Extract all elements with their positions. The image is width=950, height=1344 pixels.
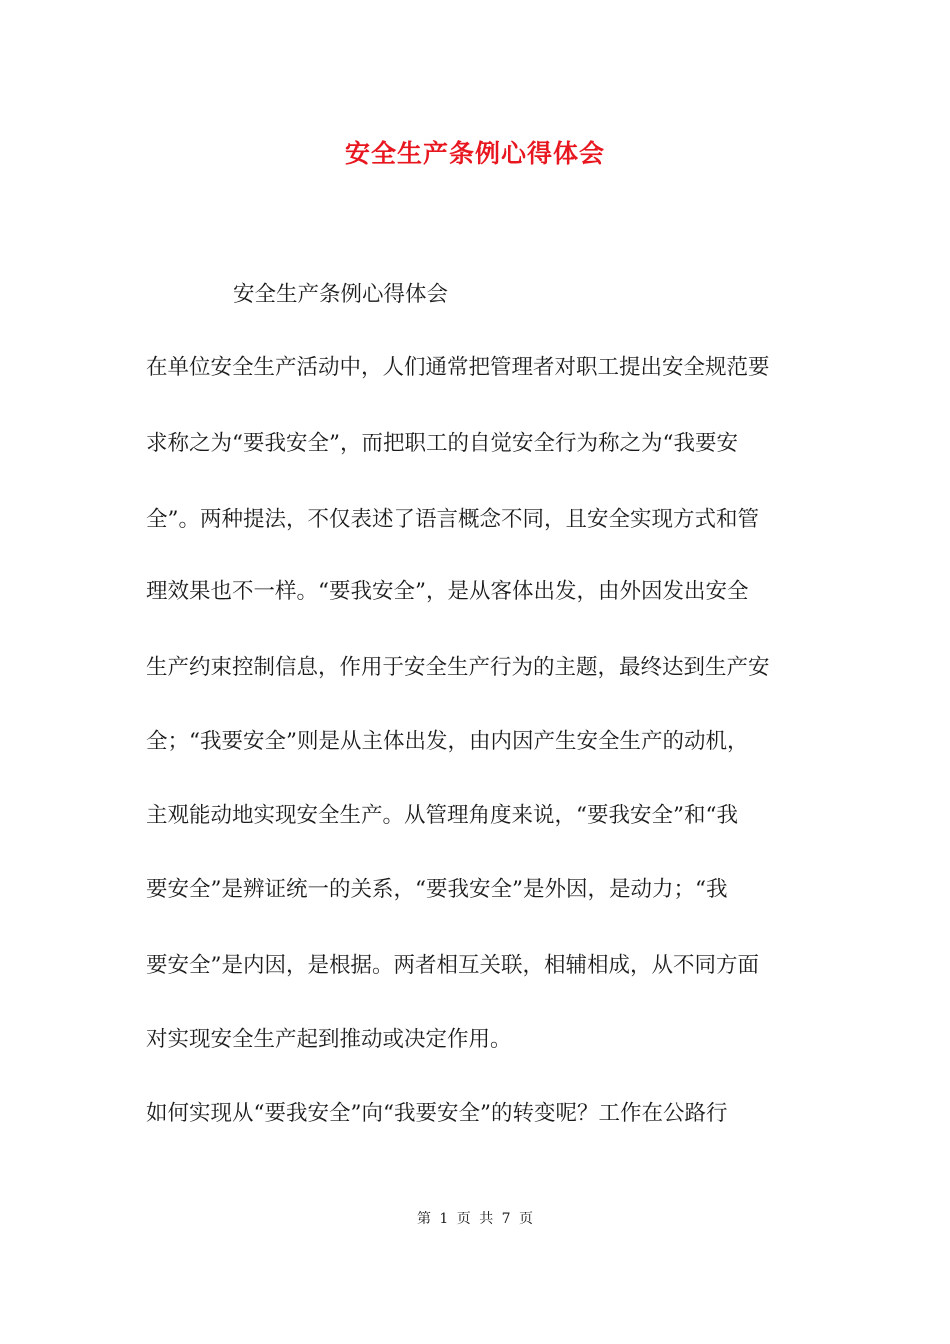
body-line: 理效果也不一样。“要我安全”，是从客体出发，由外因发出安全 (146, 579, 749, 604)
body-line: 在单位安全生产活动中，人们通常把管理者对职工提出安全规范要 (146, 355, 770, 380)
body-line: 对实现安全生产起到推动或决定作用。 (146, 1027, 512, 1052)
body-line: 求称之为“要我安全”，而把职工的自觉安全行为称之为“我要安 (146, 431, 738, 456)
body-line: 全；“我要安全”则是从主体出发，由内因产生安全生产的动机， (146, 729, 749, 754)
body-line: 生产约束控制信息，作用于安全生产行为的主题，最终达到生产安 (146, 655, 770, 680)
body-line: 要安全”是内因，是根据。两者相互关联，相辅相成，从不同方面 (146, 953, 759, 978)
body-line: 如何实现从“要我安全”向“我要安全”的转变呢？工作在公路行 (146, 1101, 728, 1126)
document-title: 安全生产条例心得体会 (344, 139, 605, 168)
body-line: 全”。两种提法，不仅表述了语言概念不同，且安全实现方式和管 (146, 507, 759, 532)
body-line: 要安全”是辨证统一的关系，“要我安全”是外因，是动力；“我 (146, 877, 728, 902)
page-number-footer: 第 1 页 共 7 页 (416, 1211, 534, 1227)
body-line: 主观能动地实现安全生产。从管理角度来说，“要我安全”和“我 (146, 803, 738, 828)
document-subtitle: 安全生产条例心得体会 (233, 282, 449, 307)
